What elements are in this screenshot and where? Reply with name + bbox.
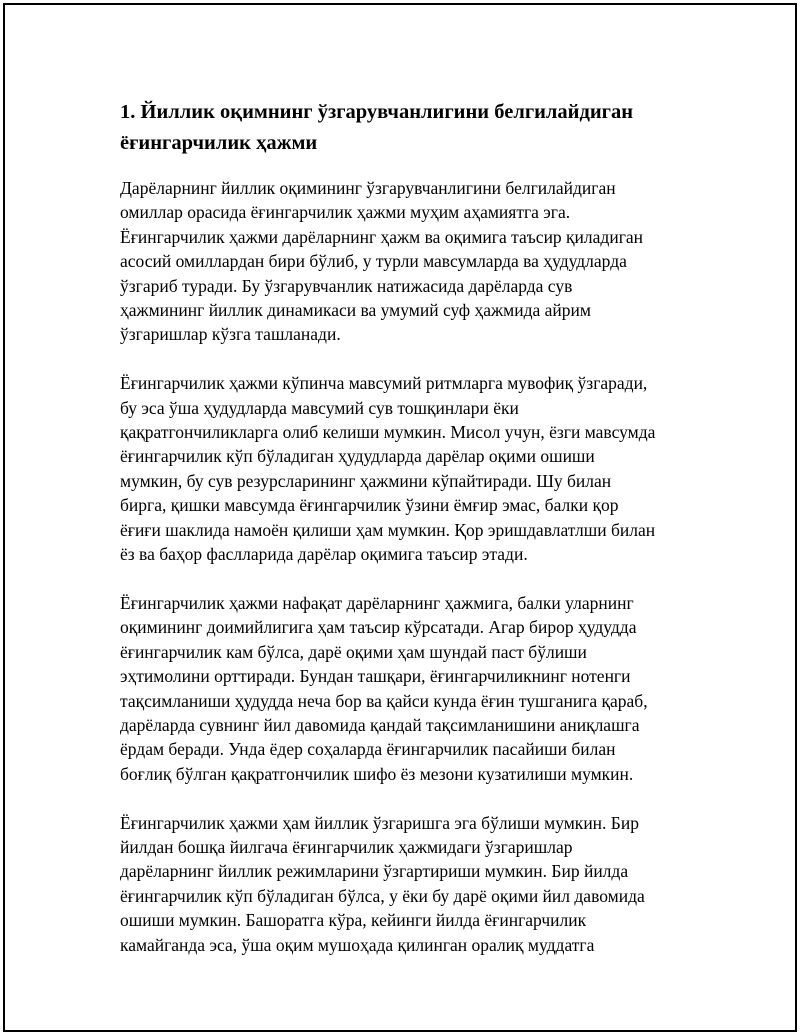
text-line: Ёғингарчилик ҳажми кўпинча мавсумий ритмларга мувофиқ ўзгаради, [120,373,648,394]
heading-line: 1. Йиллик оқимнинг ўзгарувчанлигини белгилайдиган [120,101,634,123]
paragraph-4 [120,811,700,957]
text-line: дарёларнинг йиллик режимларини ўзгартириши мумкин. Бир йилда [120,861,629,882]
text-line: асосий омиллардан бири бўлиб, у турли мавсумларда ва ҳудудларда [120,251,627,272]
text-line: ўзгаришлар кўзга ташланади. [120,324,341,345]
text-line: Дарёларнинг йиллик оқимининг ўзгарувчанлигини белгилайдиган [120,178,616,198]
paragraph-3 [120,591,700,786]
text-line: ёғиғи шаклида намоён қилиши ҳам мумкин. Қор эришдавлатлши билан [120,519,656,540]
text-line: мумкин, бу сув резурсларининг ҳажмини кўпайтиради. Шу билан [120,470,612,491]
text-line: ҳажмининг йиллик динамикаси ва умумий суф ҳажмида айрим [120,300,591,321]
text-line: ёрдам беради. Унда ёдер соҳаларда ёғингарчилик пасайиши билан [120,739,616,760]
heading-line: ёғингарчилик ҳажми [120,132,318,154]
text-line: боғлиқ бўлган қақратгончилик шифо ёз мезони кузатилиши мумкин. [120,763,634,784]
section-heading [120,97,700,159]
text-line: ёғингарчилик кўп бўладиган бўлса, у ёки бу дарё оқими йил давомида [120,885,645,906]
text-line: бу эса ўша ҳудудларда мавсумий сув тошқинлари ёки [120,397,519,418]
text-line: йилдан бошқа йилгача ёғингарчилик ҳажмидаги ўзгаришлар [120,836,573,857]
page-frame [3,3,797,1032]
paragraph-1 [120,176,700,347]
text-line: ёғингарчилик кўп бўладиган ҳудудларда дарёлар оқими ошиши [120,446,595,467]
text-line: қақратгончиликларга олиб келиши мумкин. Мисол учун, ёзги мавсумда [120,422,656,443]
text-line: ошиши мумкин. Башоратга кўра, кейинги йилда ёғингарчилик [120,910,587,931]
text-line: тақсимланиши ҳудудда неча бор ва қайси кунда ёғин тушганига қараб, [120,690,648,711]
text-line: Ёғингарчилик ҳажми нафақат дарёларнинг ҳажмига, балки уларнинг [120,592,634,613]
document-body [120,97,700,981]
paragraph-2 [120,371,700,566]
text-line: ёз ва баҳор фаслларида дарёлар оқимига таъсир этади. [120,544,528,565]
text-line: Ёғингарчилик ҳажми ҳам йиллик ўзгаришга эга бўлиши мумкин. Бир [120,812,639,833]
text-line: ёғингарчилик кам бўлса, дарё оқими ҳам шундай паст бўлиши [120,641,587,662]
text-line: омиллар орасида ёғингарчилик ҳажми муҳим аҳамиятга эга. [120,202,571,223]
text-line: дарёларда сувнинг йил давомида қандай тақсимланишини аниқлашга [120,714,640,735]
text-line: ўзгариб туради. Бу ўзгарувчанлик натижасида дарёларда сув [120,275,573,296]
text-line: эҳтимолини орттиради. Бундан ташқари, ёғингарчиликнинг нотенги [120,666,631,687]
text-line: оқимининг доимийлигига ҳам таъсир кўрсатади. Агар бирор ҳудудда [120,617,637,638]
text-line: бирга, қишки мавсумда ёғингарчилик ўзини ёмғир эмас, балки қор [120,495,619,516]
text-line: Ёғингарчилик ҳажми дарёларнинг ҳажм ва оқимига таъсир қиладиган [120,226,644,247]
text-line: камайганда эса, ўша оқим мушоҳада қилинган оралиқ муддатга [120,934,595,955]
